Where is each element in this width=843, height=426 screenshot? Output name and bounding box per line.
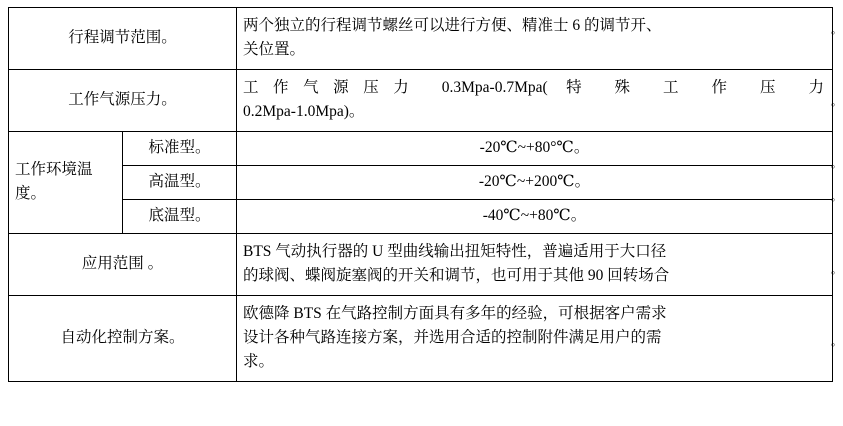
table-row <box>9 70 833 132</box>
table-row <box>9 296 833 382</box>
table-row <box>9 166 833 200</box>
value-line-2: 的球阀、蝶阀旋塞阀的开关和调节，也可用于其他 90 回转场合 <box>243 267 670 285</box>
table-row <box>9 234 833 296</box>
sub-label-high-temperature-type: 高温型。 <box>123 166 237 200</box>
table-row <box>9 132 833 166</box>
value-line-2: 关位置。 <box>243 41 306 58</box>
edge-mark: 。 <box>831 191 842 203</box>
row-value-high-temperature-type: -20℃~+200℃。 <box>237 166 833 200</box>
edge-mark: 。 <box>831 96 842 108</box>
sub-label-low-temperature-type: 底温型。 <box>123 200 237 234</box>
value-line-1: 欧德降 BTS 在气路控制方面具有多年的经验，可根据客户需求 <box>243 305 667 323</box>
row-label-working-ambient-temperature: 工作环境温度。 <box>9 132 123 234</box>
row-value-air-supply-pressure <box>237 70 833 132</box>
edge-mark: 。 <box>831 336 842 348</box>
value-line-1: BTS 气动执行器的 U 型曲线输出扭矩特性，普遍适用于大口径 <box>243 243 667 261</box>
row-label-automation-control-scheme: 自动化控制方案。 <box>9 296 237 382</box>
sub-label-standard-type: 标准型。 <box>123 132 237 166</box>
value-line-1: 两个独立的行程调节螺丝可以进行方便、精准士 6 的调节开、 <box>243 16 662 34</box>
row-value-standard-type: -20℃~+80°℃。 <box>237 132 833 166</box>
edge-mark: 。 <box>831 158 842 170</box>
row-label-application-scope: 应用范围 。 <box>9 234 237 296</box>
specification-table <box>8 7 833 382</box>
document-page <box>0 7 843 426</box>
table-row <box>9 200 833 234</box>
row-value-travel-adjust-range <box>237 8 833 70</box>
edge-mark: 。 <box>831 264 842 276</box>
value-line-1: 工作气源压力 0.3Mpa-0.7Mpa( 特 殊 工 作 压 力 <box>243 78 824 96</box>
row-label-travel-adjust-range: 行程调节范围。 <box>9 8 237 70</box>
table-row <box>9 8 833 70</box>
value-line-2: 0.2Mpa-1.0Mpa)。 <box>243 103 365 120</box>
edge-paragraph-marks <box>831 7 843 426</box>
edge-mark: 。 <box>831 24 842 36</box>
row-value-automation-control-scheme <box>237 296 833 382</box>
row-label-air-supply-pressure: 工作气源压力。 <box>9 70 237 132</box>
row-value-application-scope <box>237 234 833 296</box>
value-line-3: 求。 <box>243 353 275 371</box>
row-value-low-temperature-type: -40℃~+80℃。 <box>237 200 833 234</box>
value-line-2: 设计各种气路连接方案，并选用合适的控制附件满足用户的需 <box>243 329 662 347</box>
